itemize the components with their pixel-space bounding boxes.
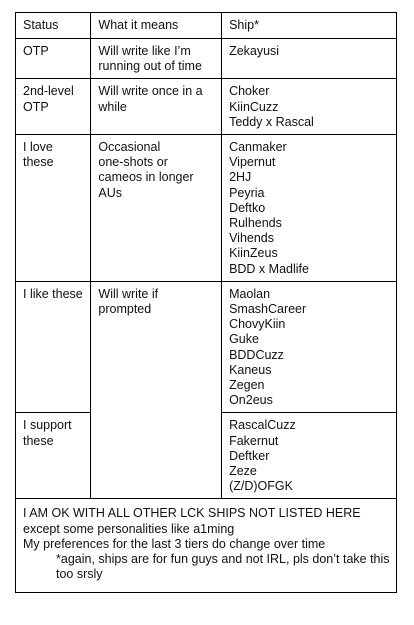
ship-name: BDD x Madlife <box>229 261 309 276</box>
ship-name: ChovyKiin <box>229 317 286 332</box>
footer-line: except some personalities like a1ming <box>23 521 235 536</box>
ships-cell <box>222 281 397 413</box>
ship-name: Zekayusi <box>229 44 280 58</box>
ship-name: Fakernut <box>229 433 279 448</box>
ship-name: Teddy x Rascal <box>229 114 314 129</box>
ship-name: Deftker <box>229 448 270 463</box>
table-row <box>16 39 397 79</box>
meaning-text: prompted <box>98 302 152 317</box>
meaning-text: running out of time <box>98 59 202 74</box>
status-text: OTP <box>23 44 49 58</box>
meaning-text: AUs <box>98 185 123 200</box>
ship-name: KiinCuzz <box>229 99 279 114</box>
status-cell <box>16 79 91 135</box>
meaning-text: Will write once in a <box>98 84 203 99</box>
meaning-cell <box>91 39 222 79</box>
table-row <box>16 135 397 282</box>
meaning-text: one-shots or <box>98 155 168 170</box>
table-row <box>16 281 397 413</box>
footer-cell <box>16 499 397 592</box>
ships-cell <box>222 413 397 499</box>
ship-name: Vipernut <box>229 155 276 170</box>
header-ship: Ship* <box>222 13 397 39</box>
header-row <box>16 13 397 39</box>
meaning-text: Will write if <box>98 286 159 301</box>
table-row <box>16 79 397 135</box>
meaning-cell <box>91 281 222 499</box>
ships-cell <box>222 39 397 79</box>
ship-name: On2eus <box>229 393 273 408</box>
ship-tier-table <box>15 12 397 593</box>
status-text: OTP <box>23 99 49 114</box>
ship-name: Choker <box>229 84 270 99</box>
meaning-text: while <box>98 99 127 114</box>
ship-name: SmashCareer <box>229 302 307 317</box>
ship-name: Kaneus <box>229 362 272 377</box>
ship-name: Guke <box>229 332 259 347</box>
ship-name: Deftko <box>229 200 266 215</box>
ships-cell <box>222 79 397 135</box>
status-cell <box>16 281 91 413</box>
ship-name: RascalCuzz <box>229 418 296 433</box>
meaning-cell <box>91 79 222 135</box>
ship-name: BDDCuzz <box>229 347 284 362</box>
meaning-text: Occasional <box>98 140 161 155</box>
ship-name: Zegen <box>229 378 265 393</box>
meaning-cell <box>91 135 222 282</box>
ship-name: Canmaker <box>229 140 287 155</box>
ship-name: Peyria <box>229 185 265 200</box>
ship-name: Maolan <box>229 286 271 301</box>
status-text: these <box>23 433 54 448</box>
footer-note: *again, ships are for fun guys and not IRL, pls don’t take this too srsly <box>56 552 390 582</box>
status-cell <box>16 413 91 499</box>
footer-line: My preferences for the last 3 tiers do change over time <box>23 536 326 551</box>
status-text: I like these <box>23 286 83 301</box>
status-text: these <box>23 155 54 170</box>
ship-name: Rulhends <box>229 216 282 231</box>
ship-name: Zeze <box>229 464 257 479</box>
ship-name: KiinZeus <box>229 246 278 261</box>
meaning-text: cameos in longer <box>98 170 194 185</box>
status-text: I love <box>23 140 53 155</box>
ship-name: Vihends <box>229 231 275 246</box>
ships-cell <box>222 135 397 282</box>
footer-row <box>16 499 397 592</box>
ship-name: 2HJ <box>229 170 252 185</box>
status-cell <box>16 39 91 79</box>
status-text: I support <box>23 418 72 433</box>
header-meaning: What it means <box>91 13 222 39</box>
ship-name: (Z/D)OFGK <box>229 479 293 494</box>
status-text: 2nd-level <box>23 84 74 99</box>
footer-line: I AM OK WITH ALL OTHER LCK SHIPS NOT LISTED HERE <box>23 506 361 521</box>
header-status: Status <box>16 13 91 39</box>
meaning-text: Will write like I’m <box>98 44 191 58</box>
status-cell <box>16 135 91 282</box>
